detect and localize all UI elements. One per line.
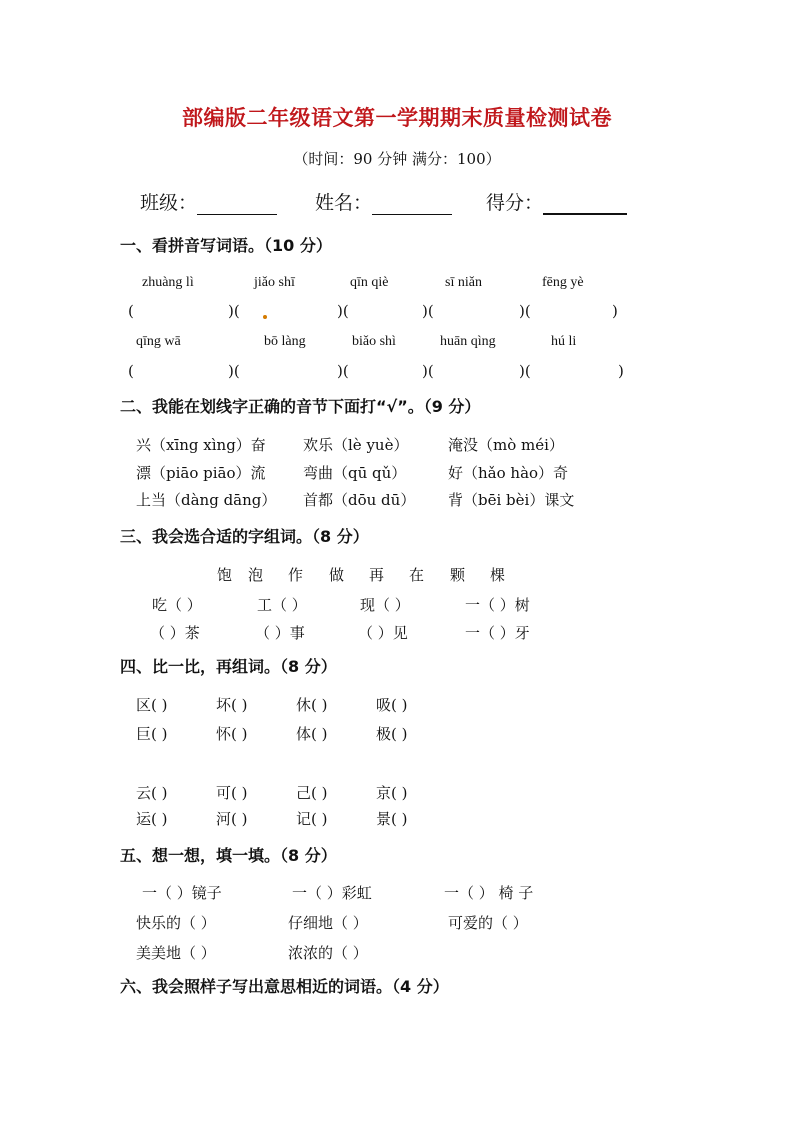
section-6-heading: 六、我会照样子写出意思相近的词语。（4 分） — [120, 977, 449, 996]
answer-paren: ( — [128, 362, 134, 380]
fill-item: 仔细地（ ） — [288, 914, 368, 932]
answer-paren: )( — [519, 302, 531, 320]
compare-item: 运( ) — [136, 810, 168, 828]
word-blank-item: （ ）见 — [358, 624, 408, 642]
answer-paren: )( — [228, 362, 240, 380]
compare-item: 可( ) — [216, 784, 248, 802]
compare-item: 体( ) — [296, 725, 328, 743]
class-field — [140, 188, 277, 215]
char-choice: 做 — [329, 566, 345, 584]
pinyin-choice-item: 上当（dàng dāng） — [136, 491, 277, 509]
word-blank-item: （ ）事 — [255, 624, 305, 642]
compare-item: 坏( ) — [216, 696, 248, 714]
fill-item: 浓浓的（ ） — [288, 944, 368, 962]
pinyin-1-4: sī niǎn — [445, 275, 482, 290]
pinyin-2-5: hú li — [551, 334, 577, 349]
char-choice: 在 — [409, 566, 425, 584]
pinyin-1-1: zhuàng lì — [142, 275, 194, 290]
compare-item: 河( ) — [216, 810, 248, 828]
compare-item: 区( ) — [136, 696, 168, 714]
answer-paren: )( — [337, 362, 349, 380]
exam-subtitle: （时间：90 分钟 满分：100） — [293, 150, 501, 168]
char-choice: 作 — [288, 566, 304, 584]
word-blank-item: 一（ ）树 — [465, 596, 530, 614]
score-label: 得分： — [486, 192, 544, 214]
word-blank-item: 工（ ） — [257, 596, 307, 614]
word-blank-item: 吃（ ） — [152, 596, 202, 614]
fill-item: 快乐的（ ） — [136, 914, 216, 932]
pinyin-choice-item: 背（bēi bèi）课文 — [448, 491, 575, 509]
fill-item: 一（ ） 椅 子 — [444, 884, 534, 902]
char-choice: 棵 — [490, 566, 506, 584]
word-blank-item: （ ）茶 — [150, 624, 200, 642]
answer-paren: )( — [337, 302, 349, 320]
word-blank-item: 一（ ）牙 — [465, 624, 530, 642]
char-choice: 饱 — [217, 566, 233, 584]
pinyin-1-2: jiǎo shī — [254, 275, 295, 290]
pinyin-choice-item: 兴（xīng xìng）奋 — [136, 436, 266, 454]
orange-dot-mark — [263, 315, 267, 319]
fill-item: 一（ ）彩虹 — [292, 884, 372, 902]
answer-paren: ) — [618, 362, 624, 380]
page-title: 部编版二年级语文第一学期期末质量检测试卷 — [182, 106, 612, 130]
name-field — [315, 188, 452, 215]
pinyin-1-5: fēng yè — [542, 275, 584, 290]
compare-item: 记( ) — [296, 810, 328, 828]
answer-paren: ( — [128, 302, 134, 320]
fill-item: 美美地（ ） — [136, 944, 216, 962]
compare-item: 巨( ) — [136, 725, 168, 743]
pinyin-choice-item: 首都（dōu dū） — [303, 491, 416, 509]
compare-item: 己( ) — [296, 784, 328, 802]
section-4-heading: 四、比一比，再组词。（8 分） — [120, 657, 337, 676]
answer-paren: )( — [519, 362, 531, 380]
fill-item: 可爱的（ ） — [448, 914, 528, 932]
pinyin-choice-item: 淹没（mò méi） — [448, 436, 564, 454]
pinyin-choice-item: 弯曲（qū qǔ） — [303, 464, 407, 482]
answer-paren: )( — [422, 302, 434, 320]
class-label: 班级： — [140, 192, 198, 214]
section-1-heading: 一、看拼音写词语。（10 分） — [120, 236, 332, 255]
pinyin-2-4: huān qìng — [440, 334, 496, 349]
compare-item: 吸( ) — [376, 696, 408, 714]
compare-item: 怀( ) — [216, 725, 248, 743]
score-field — [486, 188, 627, 215]
section-3-heading: 三、我会选合适的字组词。（8 分） — [120, 527, 369, 546]
fill-item: 一（ ）镜子 — [142, 884, 222, 902]
pinyin-2-1: qīng wā — [136, 334, 181, 349]
pinyin-choice-item: 漂（piāo piāo）流 — [136, 464, 266, 482]
char-choice: 颗 — [450, 566, 466, 584]
compare-item: 极( ) — [376, 725, 408, 743]
pinyin-1-3: qīn qiè — [350, 275, 389, 290]
word-blank-item: 现（ ） — [360, 596, 410, 614]
char-choice: 再 — [369, 566, 385, 584]
compare-item: 云( ) — [136, 784, 168, 802]
class-blank[interactable] — [197, 194, 277, 215]
compare-item: 休( ) — [296, 696, 328, 714]
pinyin-choice-item: 好（hǎo hào）奇 — [448, 464, 569, 482]
section-5-heading: 五、想一想，填一填。（8 分） — [120, 846, 337, 865]
answer-paren: )( — [228, 302, 240, 320]
section-2-heading: 二、我能在划线字正确的音节下面打“√”。（9 分） — [120, 397, 481, 416]
name-label: 姓名： — [315, 192, 373, 214]
answer-paren: ) — [612, 302, 618, 320]
char-choice: 泡 — [248, 566, 264, 584]
pinyin-choice-item: 欢乐（lè yuè） — [303, 436, 409, 454]
name-blank[interactable] — [372, 194, 452, 215]
compare-item: 京( ) — [376, 784, 408, 802]
score-blank[interactable] — [543, 193, 627, 215]
compare-item: 景( ) — [376, 810, 408, 828]
pinyin-2-2: bō làng — [264, 334, 306, 349]
pinyin-2-3: biǎo shì — [352, 334, 396, 349]
answer-paren: )( — [422, 362, 434, 380]
